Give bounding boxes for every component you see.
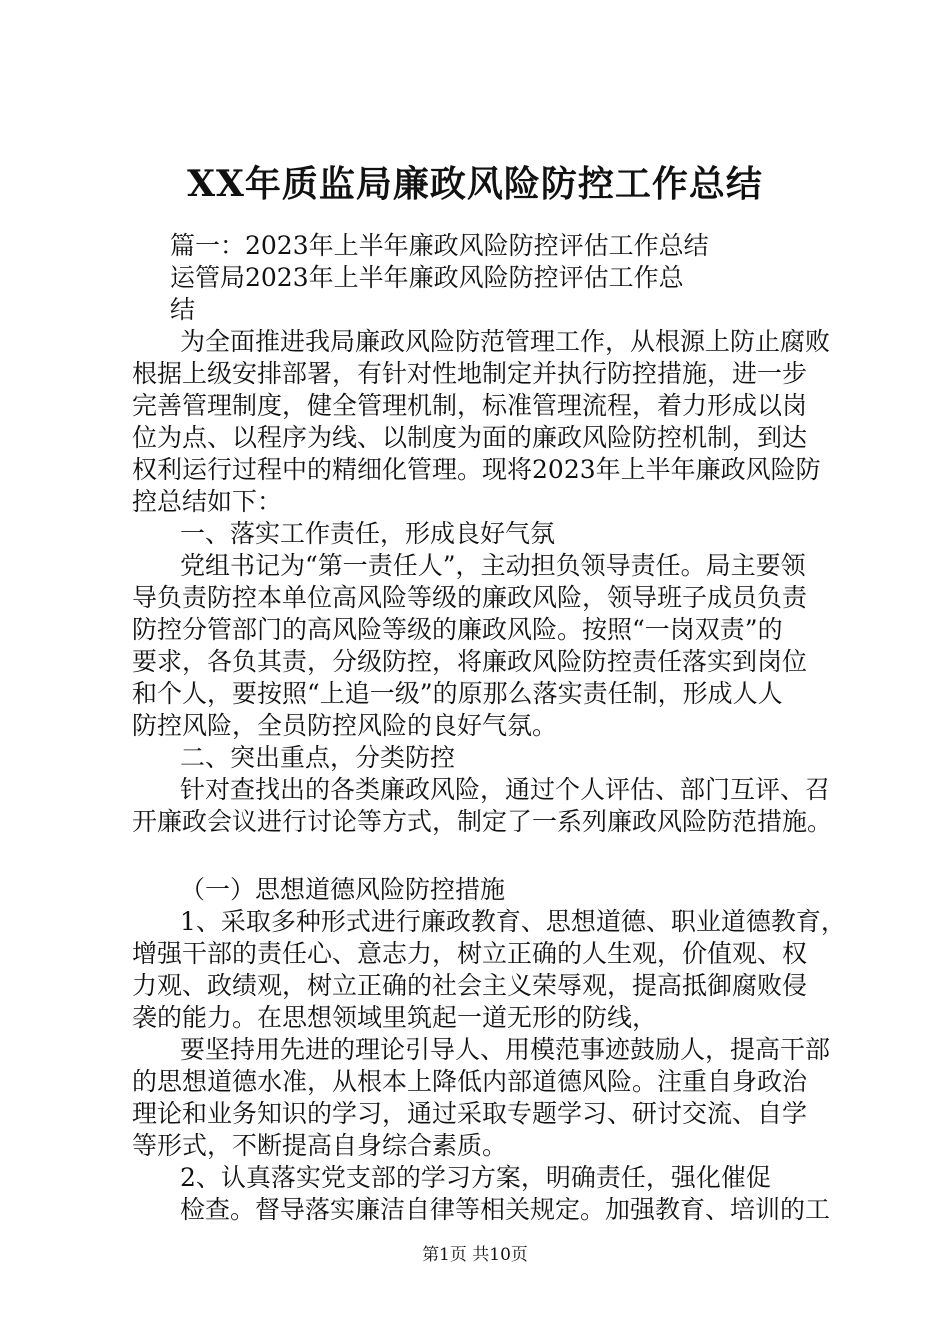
text-line: 要坚持用先进的理论引导人、用模范事迹鼓励人，提高干部 (180, 1035, 831, 1064)
text-line: 检查。督导落实廉洁自律等相关规定。加强教育、培训的工 (180, 1195, 831, 1224)
text-line: 要求，各负其责，分级防控，将廉政风险防控责任落实到岗位 (132, 647, 808, 676)
text-line: 控总结如下： (132, 487, 283, 516)
paragraph-gap (132, 838, 842, 874)
text-line: 袭的能力。在思想领域里筑起一道无形的防线， (132, 1003, 658, 1032)
text-line: 增强干部的责任心、意志力，树立正确的人生观，价值观、权 (132, 939, 808, 968)
text-line: 权利运行过程中的精细化管理。现将2023年上半年廉政风险防 (132, 455, 821, 484)
page-footer: 第1页 共10页 (422, 1245, 528, 1265)
text-line: 结 (170, 295, 196, 324)
text-line: 2、认真落实党支部的学习方案，明确责任，强化催促 (180, 1163, 771, 1192)
text-line: 1、采取多种形式进行廉政教育、思想道德、职业道德教育， (180, 907, 846, 936)
text-line: 针对查找出的各类廉政风险，通过个人评估、部门互评、召 (180, 775, 831, 804)
text-line: 防控风险，全员防控风险的良好气氛。 (132, 711, 558, 740)
text-line: 篇一：2023年上半年廉政风险防控评估工作总结 (170, 231, 709, 260)
subsection-heading: （一）思想道德风险防控措施 (180, 875, 506, 904)
document-title: XX年质监局廉政风险防控工作总结 (187, 163, 763, 205)
text-line: 理论和业务知识的学习，通过采取专题学习、研讨交流、自学 (132, 1099, 808, 1128)
text-line: 和个人，要按照“上追一级”的原那么落实责任制，形成人人 (132, 679, 783, 708)
text-line: 导负责防控本单位高风险等级的廉政风险，领导班子成员负责 (132, 583, 808, 612)
text-line: 等形式，不断提高自身综合素质。 (132, 1131, 508, 1160)
document-body (132, 230, 846, 1226)
text-line: 党组书记为“第一责任人”，主动担负领导责任。局主要领 (180, 551, 806, 580)
section-heading: 二、突出重点，分类防控 (180, 743, 456, 772)
text-line: 运管局2023年上半年廉政风险防控评估工作总 (170, 263, 684, 292)
text-line: 为全面推进我局廉政风险防范管理工作，从根源上防止腐败 (180, 327, 831, 356)
text-line: 开廉政会议进行讨论等方式，制定了一系列廉政风险防范措施。 (132, 807, 833, 836)
text-line: 力观、政绩观，树立正确的社会主义荣辱观，提高抵御腐败侵 (132, 971, 808, 1000)
text-line: 完善管理制度，健全管理机制，标准管理流程，着力形成以岗 (132, 391, 808, 420)
section-heading: 一、落实工作责任，形成良好气氛 (180, 519, 556, 548)
text-line: 的思想道德水准，从根本上降低内部道德风险。注重自身政治 (132, 1067, 808, 1096)
text-line: 位为点、以程序为线、以制度为面的廉政风险防控机制，到达 (132, 423, 808, 452)
text-line: 根据上级安排部署，有针对性地制定并执行防控措施，进一步 (132, 359, 808, 388)
text-line: 防控分管部门的高风险等级的廉政风险。按照“一岗双责”的 (132, 615, 783, 644)
